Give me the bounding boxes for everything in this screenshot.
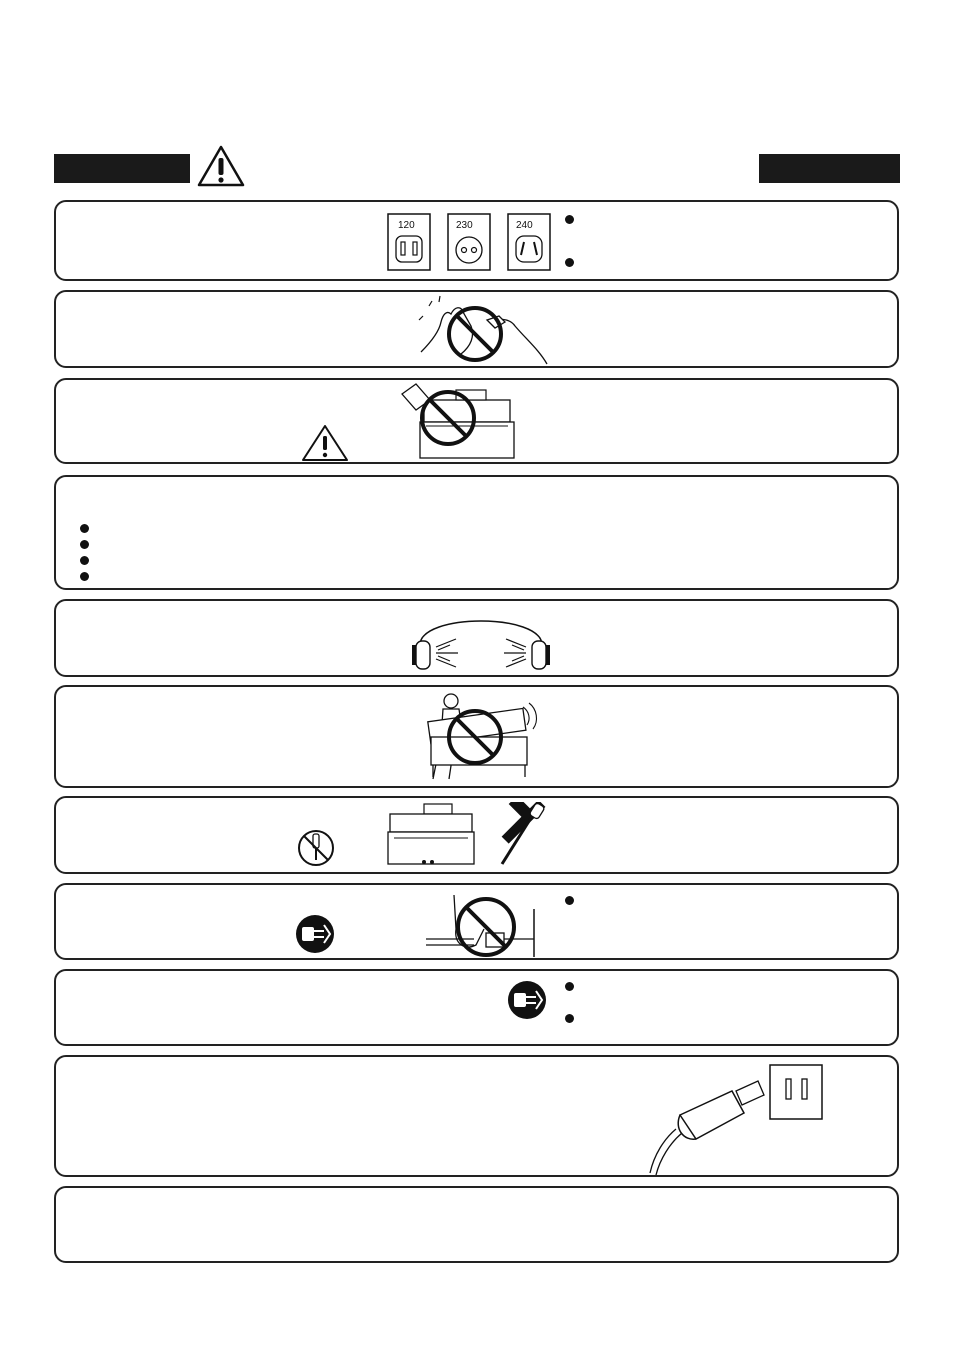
bullet	[565, 982, 574, 991]
panel-unplug-handling	[54, 883, 899, 960]
unplug-from-outlet-icon	[506, 979, 548, 1021]
wet-hands-prohibited-icon	[411, 292, 551, 368]
panel-sitting	[54, 685, 899, 788]
liquid-spill-prohibited-icon	[396, 380, 516, 464]
panel-location-list	[54, 475, 899, 590]
panel-plug-insert	[54, 1055, 899, 1177]
instrument-icon	[384, 802, 476, 870]
panel-liquid	[54, 378, 899, 464]
bullet	[565, 258, 574, 267]
list-bullet	[80, 524, 89, 533]
outlet-label-120: 120	[398, 220, 415, 231]
panel-unplug-unused	[54, 969, 899, 1046]
warning-header-bar-right	[759, 154, 900, 183]
pulling-cord-prohibited-icon	[424, 889, 540, 961]
power-outlet-icon	[386, 212, 561, 272]
panel-disassembly	[54, 796, 899, 874]
bullet	[565, 896, 574, 905]
list-bullet	[80, 540, 89, 549]
headphones-volume-icon	[406, 603, 556, 675]
bullet	[565, 1014, 574, 1023]
list-bullet	[80, 572, 89, 581]
outlet-label-230: 230	[456, 220, 473, 231]
warning-triangle-icon	[197, 145, 245, 187]
list-bullet	[80, 556, 89, 565]
caution-triangle-icon	[301, 424, 349, 462]
unplug-from-outlet-icon	[294, 913, 336, 955]
tools-icon	[484, 802, 556, 872]
sitting-on-instrument-prohibited-icon	[411, 687, 541, 787]
plug-into-outlet-icon	[640, 1059, 840, 1175]
panel-wet-hands	[54, 290, 899, 368]
panel-headphones	[54, 599, 899, 677]
no-disassembly-icon	[296, 828, 336, 868]
outlet-label-240: 240	[516, 220, 533, 231]
panel-voltage	[54, 200, 899, 281]
bullet	[565, 215, 574, 224]
panel-notes	[54, 1186, 899, 1263]
warning-header-bar-left	[54, 154, 190, 183]
